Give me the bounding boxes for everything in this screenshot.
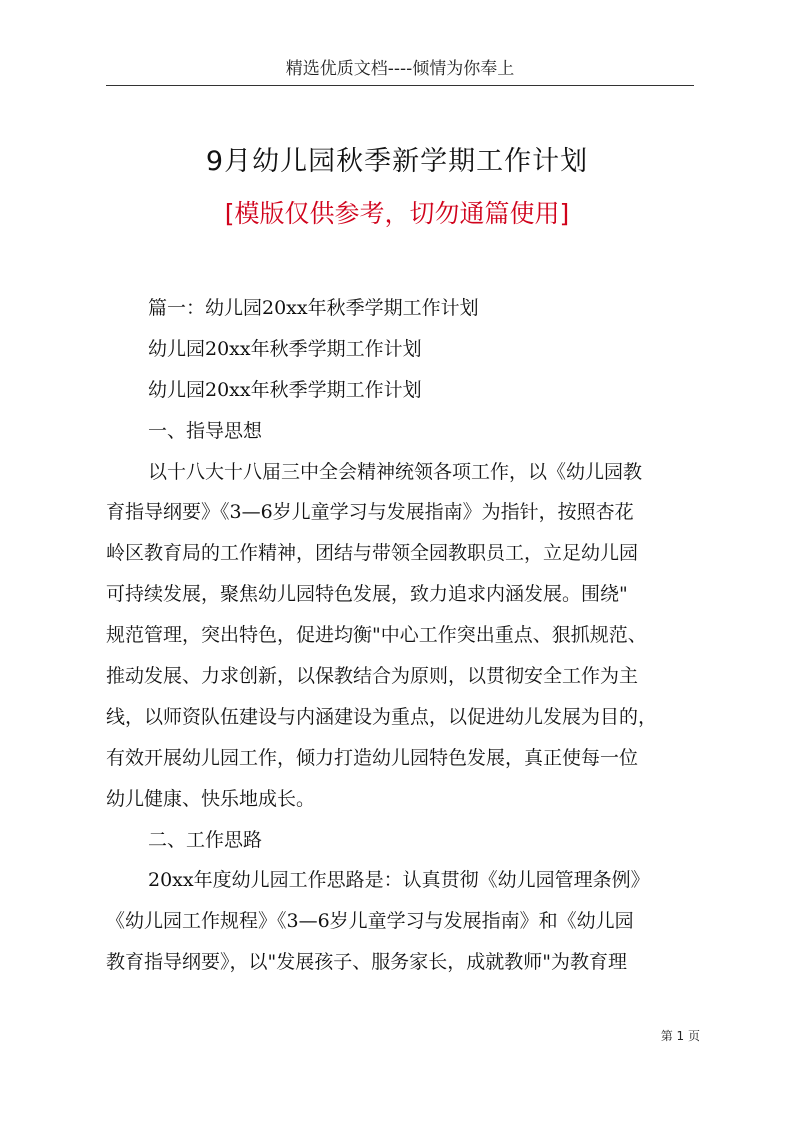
- section-heading-guiding-ideology: 一、指导思想: [148, 419, 263, 442]
- document-subtitle: [模版仅供参考，切勿通篇使用]: [224, 199, 570, 228]
- body-line: 线，以师资队伍建设与内涵建设为重点，以促进幼儿发展为目的，: [106, 705, 658, 728]
- body-line: 20xx年度幼儿园工作思路是：认真贯彻《幼儿园管理条例》: [148, 869, 650, 892]
- body-line: 推动发展、力求创新，以保教结合为原则，以贯彻安全工作为主: [106, 665, 639, 688]
- page-header: 精选优质文档----倾情为你奉上: [285, 59, 515, 79]
- body-line: 有效开展幼儿园工作，倾力打造幼儿园特色发展，真正使每一位: [106, 746, 639, 769]
- page-number: 第 1 页: [660, 1029, 700, 1043]
- body-line: 岭区教育局的工作精神，团结与带领全园教职员工，立足幼儿园: [106, 542, 639, 565]
- body-line: 教育指导纲要》，以"发展孩子、服务家长，成就教师"为教育理: [106, 951, 627, 974]
- header-divider: [106, 85, 694, 86]
- body-line: 以十八大十八届三中全会精神统领各项工作，以《幼儿园教: [148, 460, 643, 483]
- document-body: [106, 288, 696, 983]
- body-line: 幼儿园20xx年秋季学期工作计划: [148, 378, 422, 401]
- body-line: 可持续发展，聚焦幼儿园特色发展，致力追求内涵发展。围绕": [106, 583, 628, 606]
- body-line: 幼儿园20xx年秋季学期工作计划: [148, 337, 422, 360]
- section-heading-work-approach: 二、工作思路: [148, 828, 263, 851]
- body-line-heading: 篇一：幼儿园20xx年秋季学期工作计划: [148, 297, 479, 319]
- body-line: 育指导纲要》《3—6岁儿童学习与发展指南》为指针，按照杏花: [106, 501, 634, 524]
- document-title: 9月幼儿园秋季新学期工作计划: [205, 146, 589, 177]
- body-line: 《幼儿园工作规程》《3—6岁儿童学习与发展指南》和《幼儿园: [106, 910, 634, 933]
- body-line: 幼儿健康、快乐地成长。: [106, 787, 316, 810]
- body-line: 规范管理，突出特色，促进均衡"中心工作突出重点、狠抓规范、: [106, 624, 647, 647]
